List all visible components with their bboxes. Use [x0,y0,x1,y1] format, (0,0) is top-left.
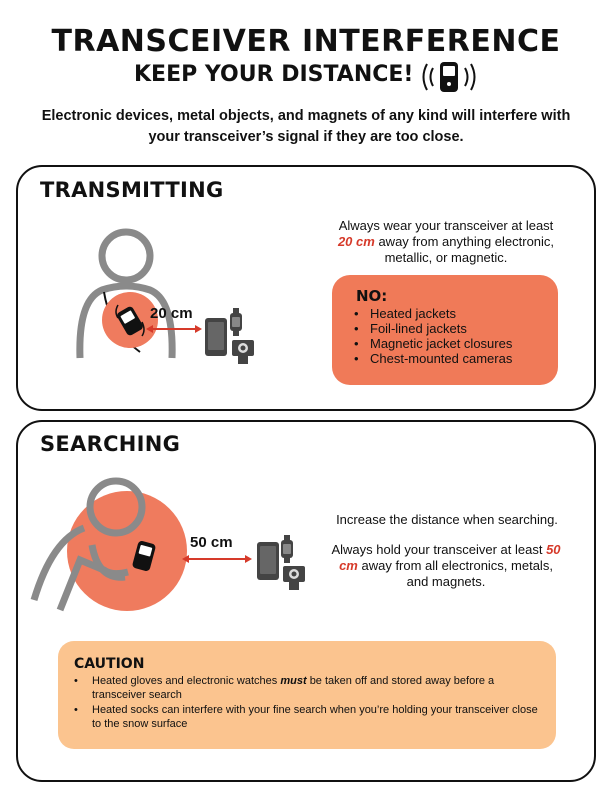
transmitting-distance-label: 20 cm [150,305,193,322]
caution-item-1-emphasis: must [280,675,307,687]
list-item: • Heated jackets [354,306,512,321]
phone-icon [257,542,279,580]
page-title: TRANSCEIVER INTERFERENCE [51,24,561,59]
searching-distance-highlight: 50 cm [339,542,561,573]
transmitting-title: TRANSMITTING [40,178,224,202]
caution-title: CAUTION [74,656,145,672]
page-subtitle: KEEP YOUR DISTANCE! [134,62,414,87]
searching-line1: Increase the distance when searching. [336,512,558,527]
caution-item-1-end: be taken off and stored away before a transceiver search [92,675,495,701]
intro-text: Electronic devices, metal objects, and magnets of any kind will interfere with your transceiver’s signal if they are too close. [41,108,571,145]
transmitting-text-start: Always wear your transceiver at least [338,218,554,233]
bullet: • [74,675,78,687]
list-item [74,703,544,731]
searching-description [330,542,562,590]
caution-item-2: Heated socks can interfere with your fine search when you’re holding your transceiver close to the snow surface [92,704,538,730]
distance-arrow-icon [182,555,252,563]
watch-icon [281,535,293,563]
caution-item-1 [92,674,544,702]
list-item: • Chest-mounted cameras [354,351,512,366]
list-item: • Magnetic jacket closures [354,336,512,351]
searching-title: SEARCHING [40,432,181,456]
bullet: • [74,704,78,716]
searching-text-end: away from all electronics, metals, and magnets. [361,558,553,589]
list-item [74,674,544,702]
camera-icon [283,566,305,590]
searching-distance-label: 50 cm [190,534,233,551]
transmitting-distance-highlight: 20 cm [337,234,375,249]
no-title: NO: [356,287,388,305]
searching-text-start: Always hold your transceiver at least [331,542,543,557]
caution-item-1-start: Heated gloves and electronic watches [92,675,278,687]
caution-box [58,641,556,749]
list-item: • Foil-lined jackets [354,321,512,336]
transmitting-text-end: away from anything electronic, metallic, or magnetic. [378,234,555,265]
search-zone-circle [67,491,187,611]
